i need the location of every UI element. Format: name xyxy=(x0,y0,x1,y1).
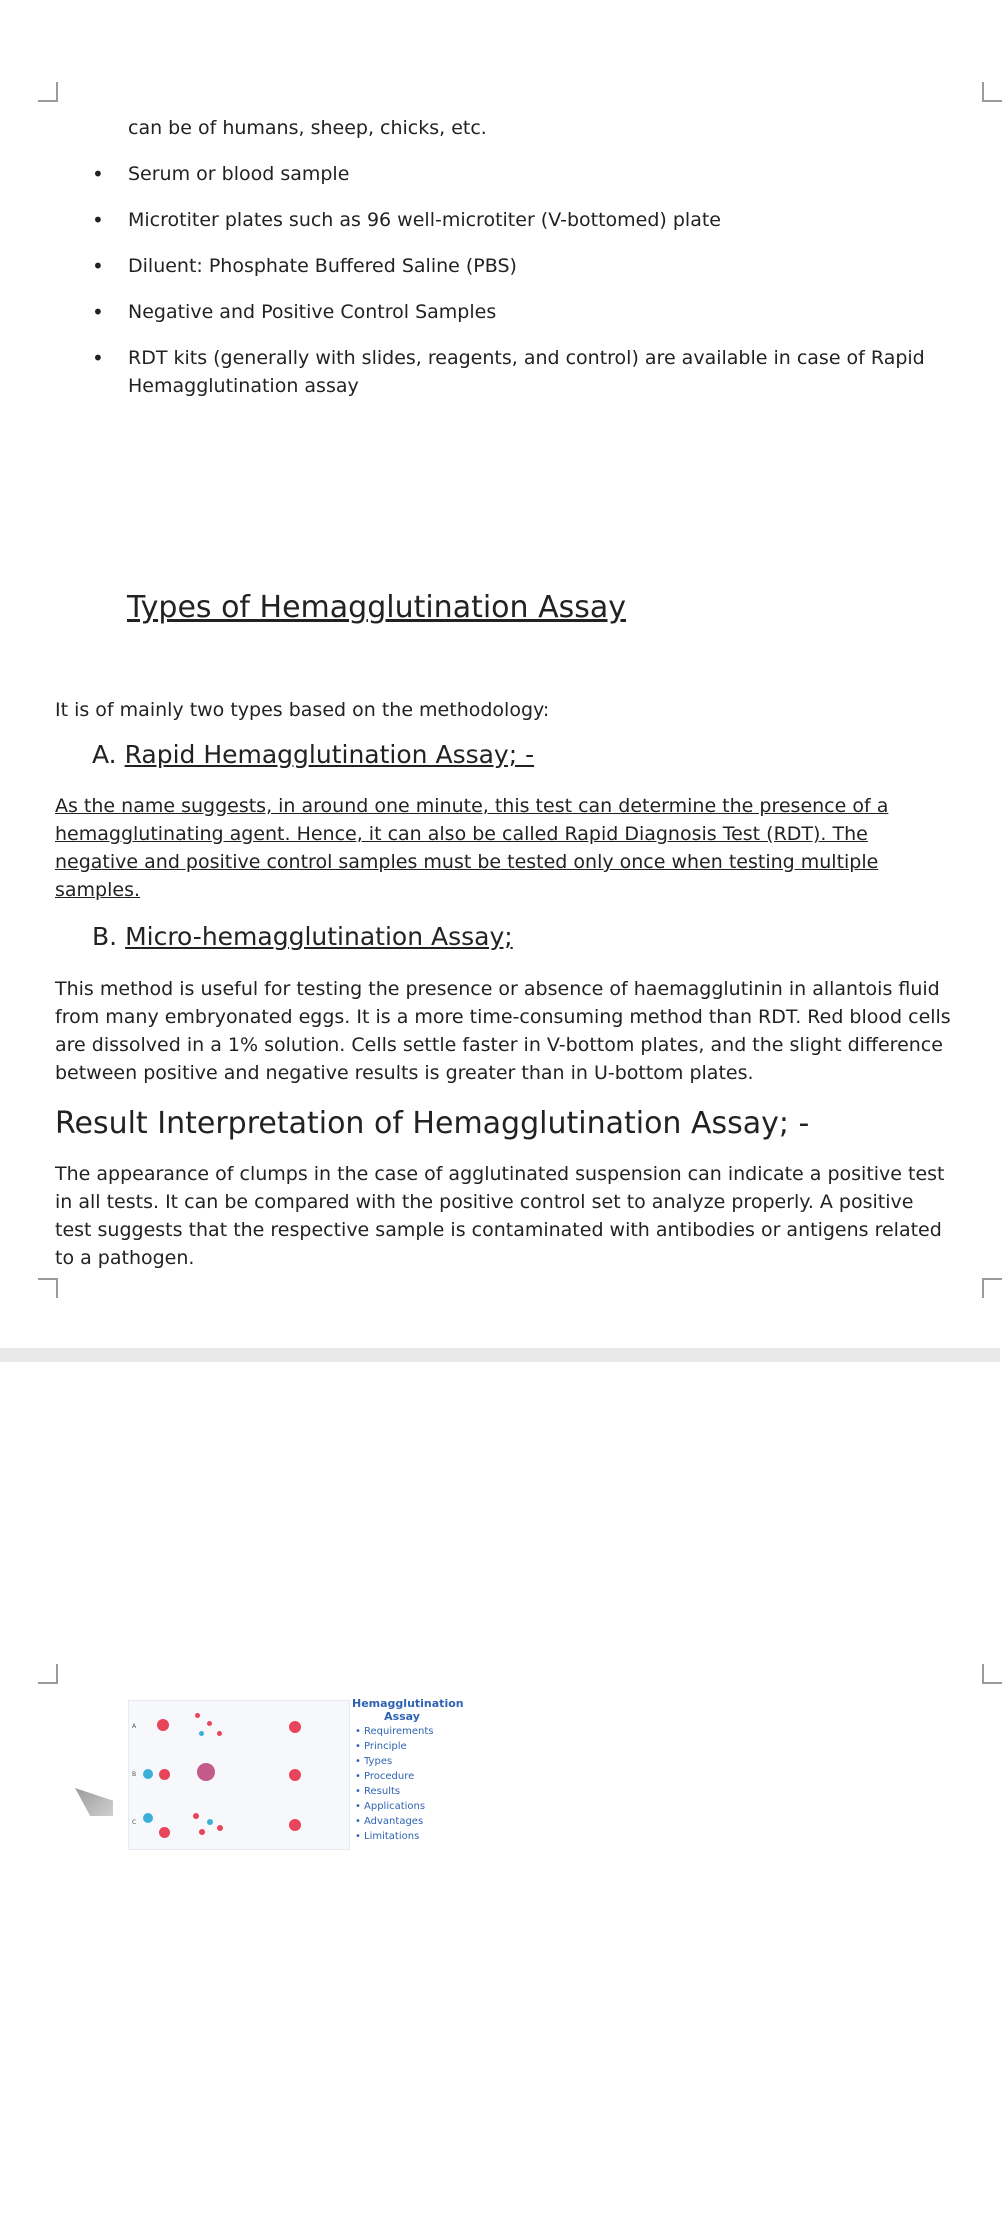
type-a-paragraph: As the name suggests, in around one minute, this test can determine the presence of a hemagglutinating agent. Hence, it can also be called Rapid Diagnosis Test (RDT). The negative and positive control samples must be tested only once when testing multiple samples. xyxy=(55,795,889,901)
requirements-list xyxy=(92,160,972,418)
red-blood-cell-icon xyxy=(289,1769,301,1781)
agglutination-cluster-icon xyxy=(197,1763,215,1781)
continuation-line: can be of humans, sheep, chicks, etc. xyxy=(128,117,487,139)
result-heading: Result Interpretation of Hemagglutination Assay; - xyxy=(55,1106,810,1141)
red-blood-cell-icon xyxy=(217,1731,222,1736)
types-intro: It is of mainly two types based on the methodology: xyxy=(55,699,550,721)
list-item: • Negative and Positive Control Samples xyxy=(92,298,972,326)
row-label: A xyxy=(132,1723,137,1730)
figure-title-partial: Hemagglutination xyxy=(352,1697,464,1710)
virus-icon xyxy=(199,1731,204,1736)
list-item: • Results xyxy=(352,1784,452,1799)
type-b-heading xyxy=(92,922,513,952)
red-blood-cell-icon xyxy=(195,1713,200,1718)
crop-mark-page2-top-left xyxy=(38,1664,58,1684)
virus-icon xyxy=(207,1819,213,1825)
type-a-heading xyxy=(92,740,534,770)
list-item: • Limitations xyxy=(352,1829,452,1837)
type-b-letter: B. xyxy=(92,922,118,951)
list-item: • Principle xyxy=(352,1739,452,1754)
result-paragraph: The appearance of clumps in the case of agglutinated suspension can indicate a positive test in all tests. It can be compared with the positive control set to analyze properly. A positive test suggests that the respective sample is contaminated with antibodies or antigens related to a pathogen. xyxy=(55,1163,945,1269)
list-item: • Microtiter plates such as 96 well-microtiter (V-bottomed) plate xyxy=(92,206,972,234)
crop-mark-bottom-left xyxy=(38,1278,58,1298)
red-blood-cell-icon xyxy=(289,1721,301,1733)
type-b-paragraph: This method is useful for testing the presence or absence of haemagglutinin in allantois fluid from many embryonated eggs. It is a more time-consuming method than RDT. Red blood cells are dissolved in a 1% solution. Cells settle faster in V-bottom plates, and the slight difference between positive and negative results is greater than in U-bottom plates. xyxy=(55,978,951,1084)
red-blood-cell-icon xyxy=(217,1825,223,1831)
types-heading: Types of Hemagglutination Assay xyxy=(127,590,626,625)
list-item: • Procedure xyxy=(352,1769,452,1784)
type-b-title: Micro-hemagglutination Assay; xyxy=(125,922,513,951)
list-item: • Diluent: Phosphate Buffered Saline (PBS) xyxy=(92,252,972,280)
list-item: • Requirements xyxy=(352,1724,452,1739)
list-item: • Applications xyxy=(352,1799,452,1814)
virus-icon xyxy=(143,1769,153,1779)
red-blood-cell-icon xyxy=(159,1827,170,1838)
row-label: C xyxy=(132,1819,137,1826)
type-a-letter: A. xyxy=(92,740,117,769)
type-a-title: Rapid Hemagglutination Assay; - xyxy=(124,740,535,769)
hemagglutination-diagram xyxy=(128,1700,350,1850)
virus-icon xyxy=(143,1813,153,1823)
list-item: • Serum or blood sample xyxy=(92,160,972,188)
red-blood-cell-icon xyxy=(289,1819,301,1831)
page-separator xyxy=(0,1348,1000,1362)
crop-mark-bottom-right xyxy=(982,1278,1002,1298)
red-blood-cell-icon xyxy=(207,1721,212,1726)
list-item: • Types xyxy=(352,1754,452,1769)
crop-mark-top-left xyxy=(38,82,58,102)
red-blood-cell-icon xyxy=(193,1813,199,1819)
list-item: • RDT kits (generally with slides, reagents, and control) are available in case of Rapid Hemagglutination assay xyxy=(92,344,972,400)
red-blood-cell-icon xyxy=(199,1829,205,1835)
red-blood-cell-icon xyxy=(157,1719,169,1731)
crop-mark-page2-top-right xyxy=(982,1664,1002,1684)
crop-mark-top-right xyxy=(982,82,1002,102)
row-label: B xyxy=(132,1771,137,1778)
red-blood-cell-icon xyxy=(159,1769,170,1780)
list-item: • Advantages xyxy=(352,1814,452,1829)
figure-topic-list xyxy=(352,1697,464,1842)
figure-title: Assay xyxy=(384,1710,420,1723)
hemagglutination-figure xyxy=(128,1697,464,1848)
